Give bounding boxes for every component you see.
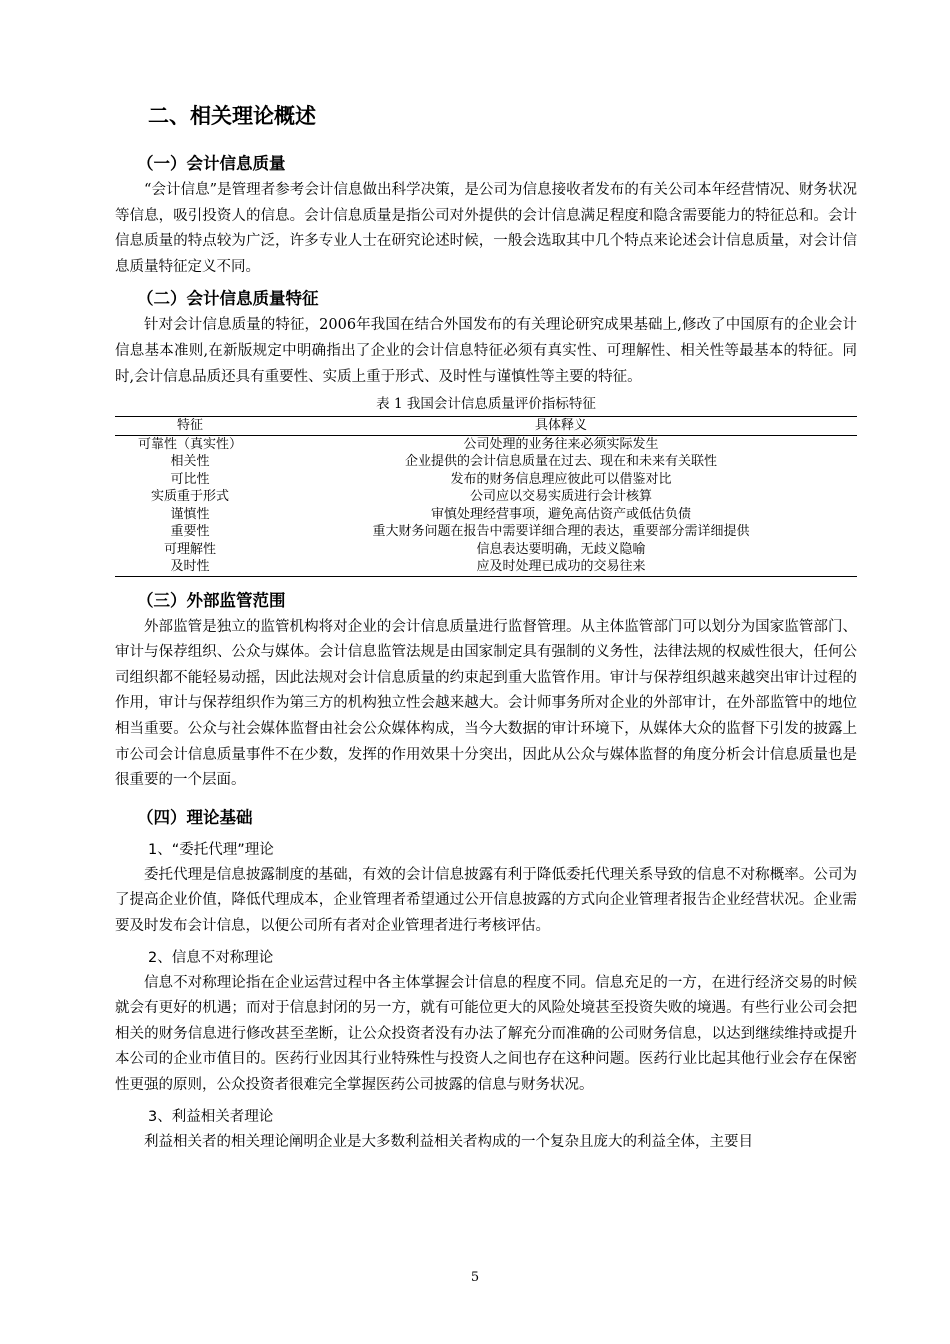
table-row <box>115 435 857 453</box>
table-header-row <box>115 417 857 436</box>
table-cell-feature: 可理解性 <box>163 541 216 557</box>
sub-heading-stakeholder: 3、利益相关者理论 <box>148 1108 274 1125</box>
table-row <box>115 558 857 576</box>
sub-heading-information-asymmetry: 2、信息不对称理论 <box>148 949 274 966</box>
subsection-heading-accounting-info-quality: （一）会计信息质量 <box>137 154 286 173</box>
table-cell-definition: 公司应以交易实质进行会计核算 <box>469 489 652 505</box>
quality-features-table <box>115 416 857 577</box>
table-cell-feature: 相关性 <box>170 454 210 470</box>
paragraph-external-supervision: 外部监管是独立的监管机构将对企业的会计信息质量进行监督管理。从主体监管部门可以划分为国家监管部门、审计与保荐组织、公众与媒体。会计信息监管法规是由国家制定具有强制的义务性，法律法规的权威性很大，任何公司组织都不能轻易动摇，因此法规对会计信息质量的约束起到重大监管作用。审计与保荐组织越来越突出审计过程的作用，审计与保荐组织作为第三方的机构独立性会越来越大。会计师事务所对企业的外部审计，在外部监管中的地位相当重要。公众与社会媒体监督由社会公众媒体构成，当今大数据的审计环境下，从媒体大众的监督下引发的披露上市公司会计信息质量事件不在少数，发挥的作用效果十分突出，因此从公众与媒体监督的角度分析会计信息质量也是很重要的一个层面。 <box>115 618 857 789</box>
table-cell-definition: 重大财务问题在报告中需要详细合理的表达，重要部分需详细提供 <box>372 524 750 540</box>
table-cell-definition: 企业提供的会计信息质量在过去、现在和未来有关联性 <box>404 454 717 470</box>
table-cell-feature: 及时性 <box>115 558 265 576</box>
paragraph-quality-features: 针对会计信息质量的特征，2006年我国在结合外国发布的有关理论研究成果基础上,修改了中国原有的企业会计信息基本准则,在新版规定中明确指出了企业的会计信息特征必须有真实性、可理解性、相关性等最基本的特征。同时,会计信息品质还具有重要性、实质上重于形式、及时性与谨慎性等主要的特征。 <box>115 317 857 385</box>
table-row <box>115 471 857 489</box>
page-content <box>115 100 857 1155</box>
table-cell-definition: 发布的财务信息理应彼此可以借鉴对比 <box>450 471 672 487</box>
paragraph-information-asymmetry: 信息不对称理论指在企业运营过程中各主体掌握会计信息的程度不同。信息充足的一方，在进行经济交易的时候就会有更好的机遇；而对于信息封闭的另一方，就有可能位更大的风险处境甚至投资失败的境遇。有些行业公司会把相关的财务信息进行修改甚至垄断，让公众投资者没有办法了解充分而准确的公司财务信息，以达到继续维持或提升本公司的企业市值目的。医药行业因其行业特殊性与投资人之间也存在这种问题。医药行业比起其他行业会存在保密性更强的原则，公众投资者很难完全掌握医药公司披露的信息与财务状况。 <box>115 974 857 1093</box>
page-number: 5 <box>470 1270 480 1285</box>
table-row <box>115 488 857 506</box>
subsection-heading-theory-basis: （四）理论基础 <box>137 807 253 827</box>
section-title: 二、相关理论概述 <box>148 104 316 128</box>
paragraph-stakeholder: 利益相关者的相关理论阐明企业是大多数利益相关者构成的一个复杂且庞大的利益全体，主要目 <box>144 1133 753 1150</box>
table-cell-definition: 应及时处理已成功的交易往来 <box>265 558 857 576</box>
table-header-definition: 具体释义 <box>265 417 857 436</box>
paragraph-accounting-info-quality: “会计信息”是管理者参考会计信息做出科学决策，是公司为信息接收者发布的有关公司本年经营情况、财务状况等信息，吸引投资人的信息。会计信息质量是指公司对外提供的会计信息满足程度和隐含需要能力的特征总和。会计信息质量的特点较为广泛，许多专业人士在研究论述时候，一般会选取其中几个特点来论述会计信息质量，对会计信息质量特征定义不同。 <box>115 182 857 275</box>
sub-heading-principal-agent: 1、“委托代理”理论 <box>148 841 274 858</box>
table-row <box>115 541 857 559</box>
table-cell-definition: 公司处理的业务往来必须实际发生 <box>463 436 659 452</box>
table-cell-feature: 重要性 <box>170 524 210 540</box>
table-row <box>115 506 857 524</box>
table-row <box>115 523 857 541</box>
subsection-heading-quality-features: （二）会计信息质量特征 <box>137 289 319 309</box>
table-caption: 表 1 我国会计信息质量评价指标特征 <box>376 396 596 413</box>
table-cell-definition: 审慎处理经营事项，避免高估资产或低估负债 <box>430 506 691 522</box>
subsection-heading-external-supervision: （三）外部监管范围 <box>137 590 286 610</box>
table-header-feature: 特征 <box>115 417 265 436</box>
table-cell-feature: 可比性 <box>170 471 210 487</box>
table-cell-feature: 可靠性（真实性） <box>137 436 242 452</box>
table-cell-definition: 信息表达要明确，无歧义隐喻 <box>476 541 646 557</box>
table-cell-feature: 实质重于形式 <box>150 489 229 505</box>
paragraph-principal-agent: 委托代理是信息披露制度的基础，有效的会计信息披露有利于降低委托代理关系导致的信息不对称概率。公司为了提高企业价值，降低代理成本，企业管理者希望通过公开信息披露的方式向企业管理者报告企业经营状况。企业需要及时发布会计信息，以便公司所有者对企业管理者进行考核评估。 <box>115 866 857 934</box>
table-row <box>115 453 857 471</box>
table-cell-feature: 谨慎性 <box>170 506 210 522</box>
